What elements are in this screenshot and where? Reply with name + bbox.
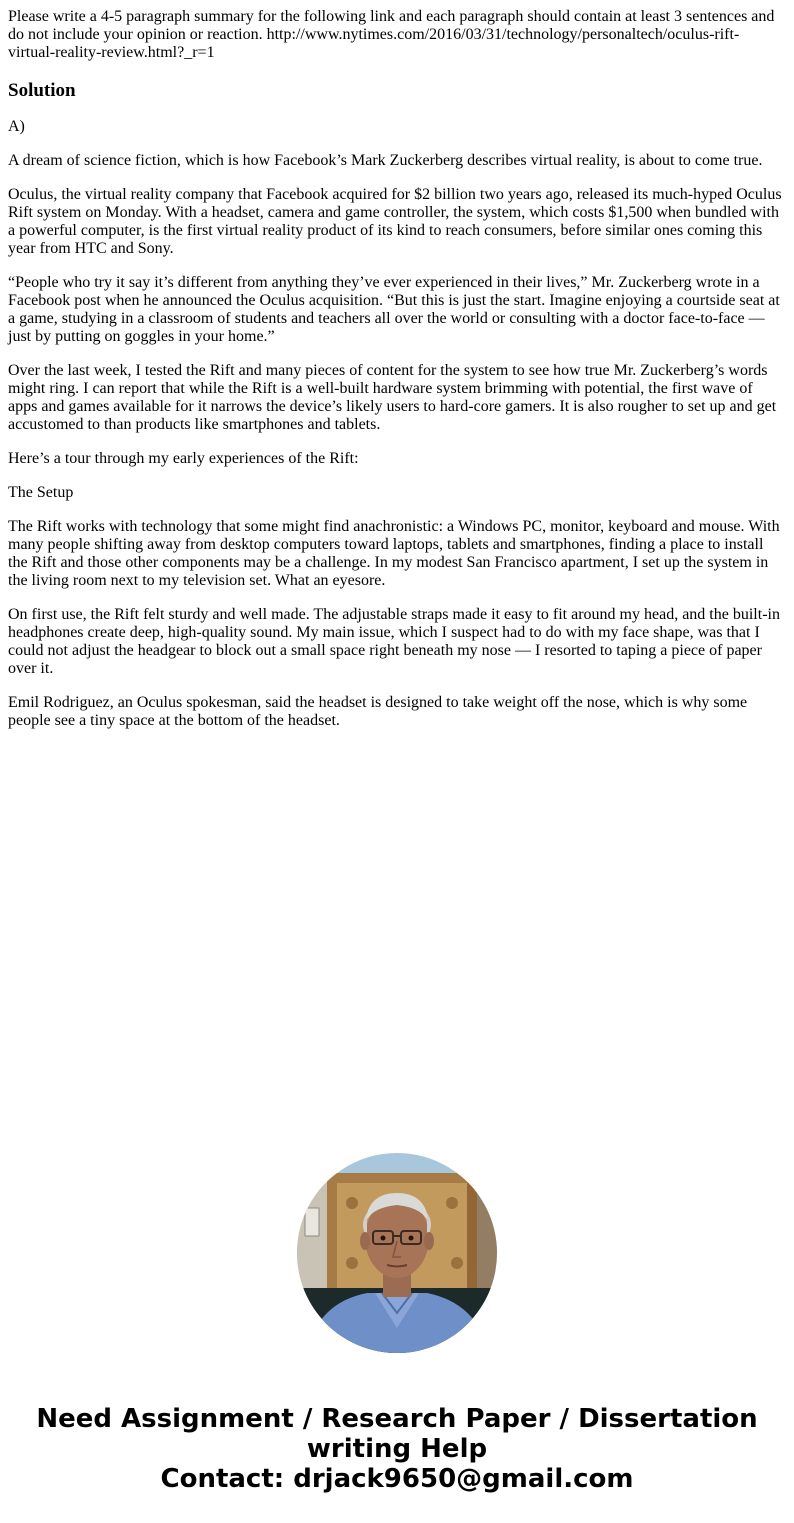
paragraph: A): [8, 118, 25, 135]
paragraph: Over the last week, I tested the Rift and many pieces of content for the system to see how true Mr. Zuckerberg’s words might ring. I can report that while the Rift is a well-built hardware system brimming with potential, the first wave of apps and games available for it narrows the device’s likely users to hard-core gamers. It is also rougher to set up and get accustomed to than products like smartphones and tablets.: [8, 362, 777, 433]
promo-contact: Contact: drjack9650@gmail.com: [160, 1464, 634, 1494]
promo-line: Need Assignment / Research Paper / Dissertation: [36, 1404, 758, 1434]
paragraph: “People who try it say it’s different from anything they’ve ever experienced in their lives,” Mr. Zuckerberg wrote in a Facebook post when he announced the Oculus acquisition. “But this is just the start. Imagine enjoying a courtside seat at a game, studying in a classroom of students and teachers all over the world or consulting with a doctor face-to-face — just by putting on goggles in your home.”: [8, 274, 780, 345]
solution-heading: Solution: [8, 80, 76, 101]
question-text: Please write a 4-5 paragraph summary for the following link and each paragraph should contain at least 3 sentences and do not include your opinion or reaction. http://www.nytimes.com/2016/03/31/technology/personaltech/oculus-rift-virtual-reality-review.html?_r=1: [8, 8, 775, 61]
paragraph: A dream of science fiction, which is how Facebook’s Mark Zuckerberg describes virtual reality, is about to come true.: [8, 152, 763, 169]
person-photo-icon: [297, 1153, 497, 1353]
paragraph: Here’s a tour through my early experiences of the Rift:: [8, 450, 359, 467]
paragraph: On first use, the Rift felt sturdy and well made. The adjustable straps made it easy to fit around my head, and the built-in headphones create deep, high-quality sound. My main issue, which I suspect had to do with my face shape, was that I could not adjust the headgear to block out a small space right beneath my nose — I resorted to taping a piece of paper over it.: [8, 606, 780, 677]
promo-banner: [0, 1404, 794, 1494]
paragraph: Emil Rodriguez, an Oculus spokesman, said the headset is designed to take weight off the nose, which is why some people see a tiny space at the bottom of the headset.: [8, 694, 748, 729]
section-title: The Setup: [8, 484, 74, 501]
promo-line: writing Help: [306, 1434, 488, 1464]
paragraph: The Rift works with technology that some might find anachronistic: a Windows PC, monitor, keyboard and mouse. With many people shifting away from desktop computers toward laptops, tablets and smartphones, finding a place to install the Rift and those other components may be a challenge. In my modest San Francisco apartment, I set up the system in the living room next to my television set. What an eyesore.: [8, 518, 780, 589]
paragraph: Oculus, the virtual reality company that Facebook acquired for $2 billion two years ago, released its much-hyped Oculus Rift system on Monday. With a headset, camera and game controller, the system, which costs $1,500 when bundled with a powerful computer, is the first virtual reality product of its kind to reach consumers, before similar ones coming this year from HTC and Sony.: [8, 186, 782, 257]
avatar: [297, 1153, 497, 1353]
article-content: [8, 8, 786, 730]
